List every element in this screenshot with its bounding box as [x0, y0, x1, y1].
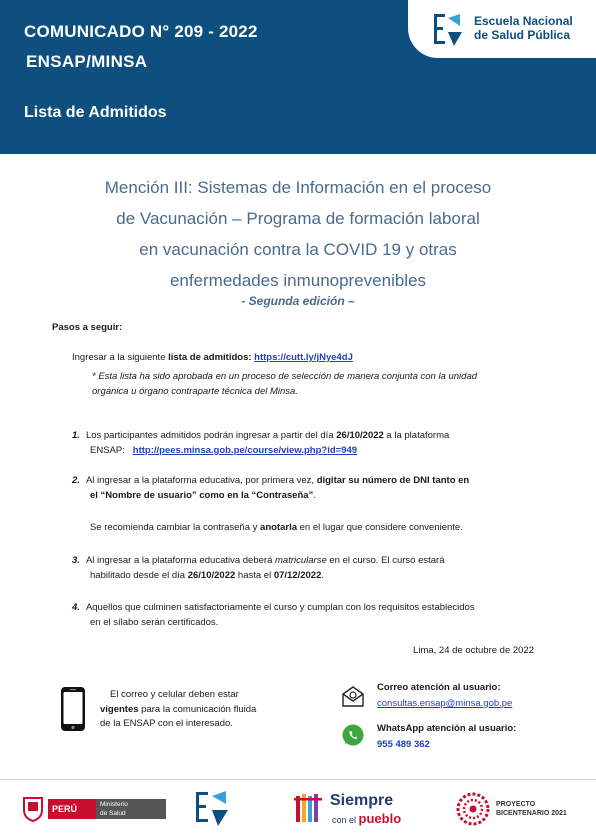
- step-2-end: .: [313, 490, 316, 501]
- whatsapp-number: 955 489 362: [377, 739, 430, 750]
- ensap-logo-text: [474, 14, 573, 42]
- step-2-text: Al ingresar a la plataforma educativa, por primera vez,: [85, 475, 317, 486]
- recommend-text-end: en el lugar que considere conveniente.: [297, 522, 463, 533]
- step-4-line-2: en el sílabo serán certificados.: [90, 617, 219, 628]
- siempre-figures-icon: [294, 792, 324, 826]
- peru-label: PERÚ: [48, 799, 96, 819]
- steps-heading: Pasos a seguir:: [52, 322, 123, 333]
- step-3-text-end: en el curso. El curso estará: [326, 555, 445, 566]
- peru-minsa-logo: [22, 796, 168, 822]
- ensap-footer-logo: [190, 788, 236, 830]
- footer-divider: [0, 779, 596, 780]
- intro-bold: lista de admitidos:: [168, 352, 255, 363]
- comunicado-number: COMUNICADO N° 209 - 2022: [24, 22, 258, 41]
- approval-note: [92, 369, 542, 399]
- step-3-line-2: habilitado desde el día: [90, 570, 188, 581]
- step-1-date: 26/10/2022: [336, 430, 384, 441]
- edition-label: - Segunda edición –: [241, 294, 355, 308]
- email-icon: [341, 684, 365, 708]
- step-4-line-1: Aquellos que culminen satisfactoriamente el curso y cumplan con los requisitos establecidos: [85, 602, 475, 613]
- page-subtitle: Lista de Admitidos: [24, 104, 167, 121]
- step-3-mid: hasta el: [235, 570, 274, 581]
- email-heading: Correo atención al usuario:: [377, 682, 501, 693]
- whatsapp-contact: [377, 722, 516, 752]
- program-title-line-4: enfermedades inmunoprevenibles: [169, 271, 427, 290]
- ensap-footer-icon: [190, 788, 236, 830]
- validity-line-3: de la ENSAP con el interesado.: [100, 718, 233, 729]
- email-contact: [377, 681, 512, 711]
- step-3-end-date: 07/12/2022: [273, 570, 322, 581]
- validity-bold: vigentes: [100, 703, 139, 715]
- bicentenario-rosette-icon: [456, 792, 490, 826]
- step-4-number: 4.: [72, 602, 80, 613]
- step-3: [72, 553, 542, 583]
- step-3-text: Al ingresar a la plataforma educativa deberá: [85, 555, 275, 566]
- note-line-2: orgánica u órgano contraparte técnica del Minsa.: [92, 386, 298, 397]
- con-el-text: con el: [332, 815, 359, 825]
- whatsapp-icon: [341, 723, 365, 747]
- step-1-ensap-label: ENSAP:: [90, 445, 125, 456]
- program-title-line-1: Mención III: Sistemas de Información en el proceso: [104, 178, 492, 197]
- peru-shield-icon: [22, 796, 44, 822]
- contact-validity-note: [100, 688, 294, 732]
- step-2-number: 2.: [72, 475, 80, 486]
- recommend-text: Se recomienda cambiar la contraseña y: [90, 522, 261, 533]
- step-2-bold-2: el “Nombre de usuario” como en la “Contraseña”: [90, 490, 314, 501]
- step-3-number: 3.: [72, 555, 80, 566]
- bicentenario-line-1: PROYECTO: [496, 801, 536, 808]
- ministerio-label: [96, 799, 166, 819]
- program-title-line-3: en vacunación contra la COVID 19 y otras: [139, 240, 457, 259]
- step-1: [72, 428, 542, 458]
- ensap-header-logo: [408, 0, 596, 58]
- ministerio-line-2: de Salud: [100, 810, 126, 817]
- bicentenario-logo: [456, 792, 578, 826]
- step-4: [72, 600, 542, 630]
- con-el-pueblo-text: [332, 811, 401, 826]
- platform-link[interactable]: http://pees.minsa.gob.pe/course/view.php?id=949: [132, 445, 358, 456]
- step-3-start-date: 26/10/2022: [187, 570, 236, 581]
- siempre-text: Siempre: [330, 792, 394, 809]
- mobile-phone-icon: [60, 686, 86, 732]
- bicentenario-text: [496, 800, 567, 818]
- siempre-con-el-pueblo-logo: [294, 790, 404, 828]
- bicentenario-line-2: BICENTENARIO 2021: [496, 810, 567, 817]
- step-1-number: 1.: [72, 430, 80, 441]
- step-3-end: .: [321, 570, 325, 581]
- logo-line-2: de Salud Pública: [474, 28, 571, 42]
- pueblo-text: pueblo: [358, 811, 402, 826]
- step-1-text-end: a la plataforma: [383, 430, 450, 441]
- validity-line-1: El correo y celular deben estar: [110, 689, 239, 700]
- note-line-1: * Esta lista ha sido aprobada en un proceso de selección de manera conjunta con la unidad: [92, 371, 478, 382]
- document-date: Lima, 24 de octubre de 2022: [413, 645, 534, 656]
- intro-text: Ingresar a la siguiente: [72, 352, 169, 363]
- recommend-bold: anotarla: [260, 522, 297, 533]
- header-banner: [0, 0, 596, 154]
- admitted-list-line: [72, 350, 353, 365]
- admitted-list-link[interactable]: https://cutt.ly/jNye4dJ: [254, 352, 353, 363]
- step-2-bold-1: digitar su número de DNI tanto en: [316, 475, 470, 486]
- organization-label: ENSAP/MINSA: [26, 52, 148, 71]
- whatsapp-heading: WhatsApp atención al usuario:: [377, 723, 517, 734]
- step-3-italic: matricularse: [275, 555, 327, 566]
- ensap-logo-icon: [430, 10, 466, 50]
- program-title: [40, 172, 556, 296]
- email-link[interactable]: consultas.ensap@minsa.gob.pe: [377, 698, 513, 709]
- ministerio-line-1: Ministerio: [100, 801, 128, 808]
- step-1-text: Los participantes admitidos podrán ingresar a partir del día: [85, 430, 337, 441]
- logo-line-1: Escuela Nacional: [474, 14, 573, 28]
- step-2: [72, 473, 542, 503]
- program-title-line-2: de Vacunación – Programa de formación laboral: [116, 209, 480, 228]
- password-recommendation: [90, 520, 463, 535]
- validity-line-2: para la comunicación fluida: [138, 703, 257, 715]
